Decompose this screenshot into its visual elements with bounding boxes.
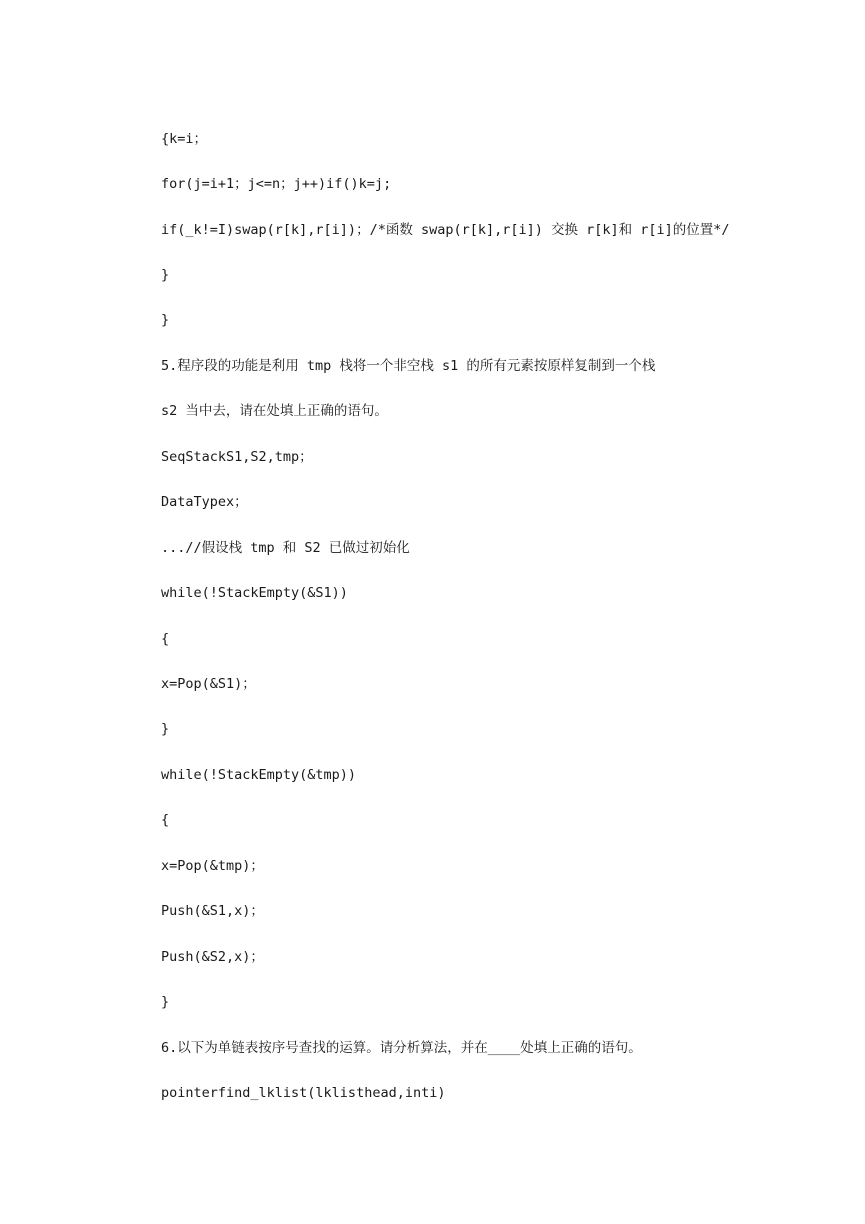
question-text: 5.程序段的功能是利用 tmp 栈将一个非空栈 s1 的所有元素按原样复制到一个栈: [161, 358, 656, 374]
code-line: Push(&S1,x)；: [161, 903, 264, 919]
code-line: }: [161, 721, 170, 737]
code-line: DataTypex；: [161, 494, 248, 510]
code-line: while(!StackEmpty(&tmp)): [161, 767, 357, 783]
code-line: while(!StackEmpty(&S1)): [161, 585, 348, 601]
code-line: x=Pop(&S1)；: [161, 676, 256, 692]
code-line: if(_k!=I)swap(r[k],r[i])；/*函数 swap(r[k],r[i]) 交换 r[k]和 r[i]的位置*/: [161, 222, 730, 238]
question-text: 6.以下为单链表按序号查找的运算。请分析算法，并在____处填上正确的语句。: [161, 1040, 642, 1056]
code-line: {: [161, 631, 170, 647]
code-line: }: [161, 312, 170, 328]
code-line: SeqStackS1,S2,tmp；: [161, 449, 313, 465]
code-line: {k=i；: [161, 131, 208, 147]
code-line: for(j=i+1；j<=n；j++)if()k=j;: [161, 176, 392, 192]
code-line: }: [161, 267, 170, 283]
code-line: {: [161, 812, 170, 828]
code-line: x=Pop(&tmp)；: [161, 858, 264, 874]
code-line: Push(&S2,x)；: [161, 949, 264, 965]
code-line: ...//假设栈 tmp 和 S2 已做过初始化: [161, 540, 410, 556]
code-line: pointerfind_lklist(lklisthead,inti): [161, 1085, 446, 1101]
question-text: s2 当中去，请在处填上正确的语句。: [161, 403, 388, 419]
code-line: }: [161, 994, 170, 1010]
